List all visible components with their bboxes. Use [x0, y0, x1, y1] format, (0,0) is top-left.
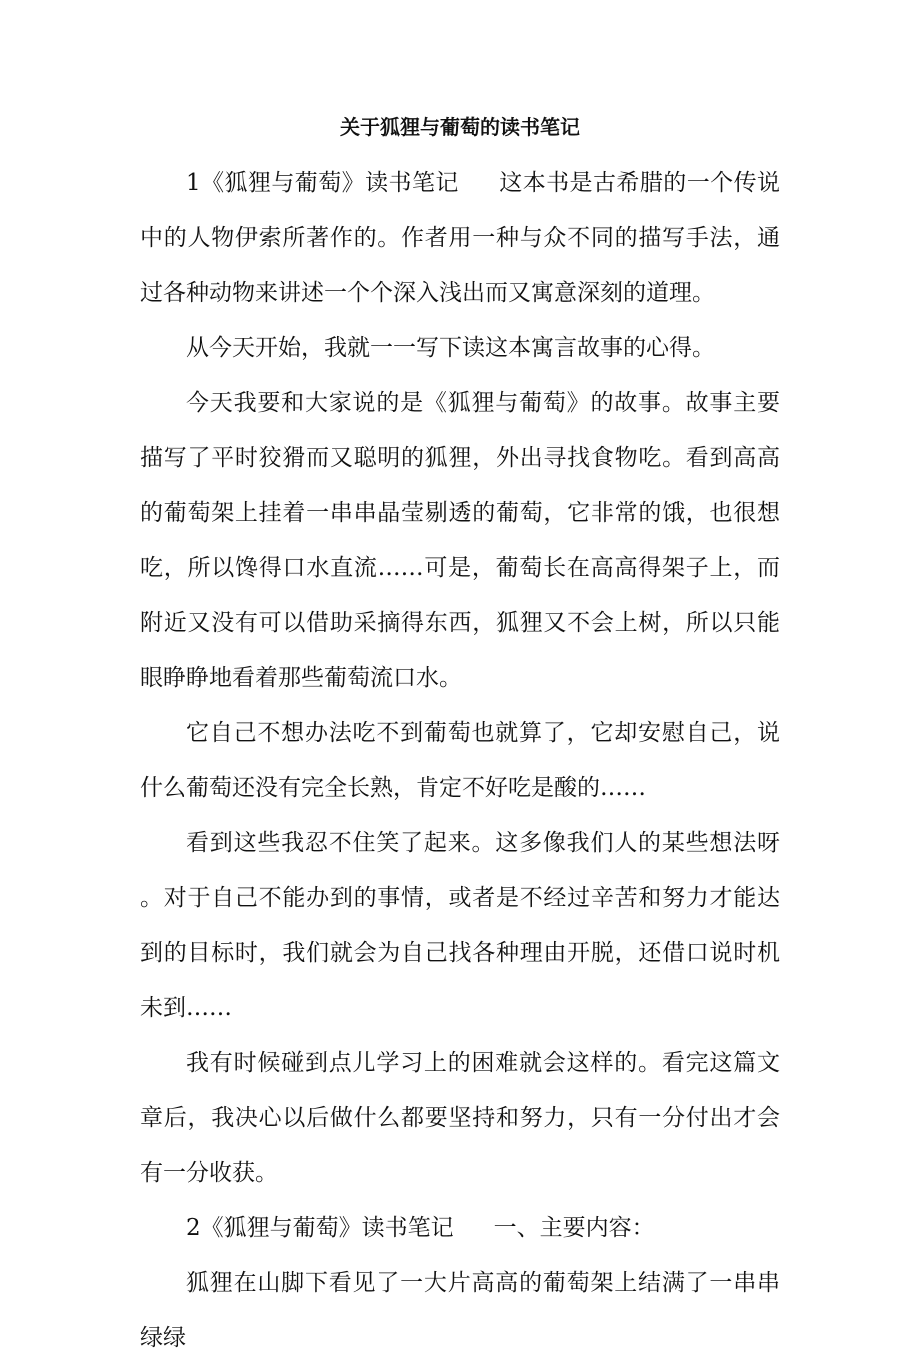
paragraph-text: 一、主要内容： — [493, 1215, 655, 1241]
paragraph — [140, 156, 780, 321]
section-heading: 2《狐狸与葡萄》读书笔记 — [186, 1215, 454, 1241]
document-title: 关于狐狸与葡萄的读书笔记 — [340, 115, 580, 139]
paragraph — [140, 816, 780, 1036]
paragraph-text: 看到这些我忍不住笑了起来。这多像我们人的某些想法呀。对于自己不能办到的事情，或者是不经过辛苦和努力才能达到的目标时，我们就会为自己找各种理由开脱，还借口说时机未到…… — [140, 830, 780, 1021]
paragraph — [140, 1201, 780, 1256]
paragraph — [140, 376, 780, 706]
section-heading: 1《狐狸与葡萄》读书笔记 — [186, 170, 459, 196]
paragraph-text: 狐狸在山脚下看见了一大片高高的葡萄架上结满了一串串绿绿 — [140, 1270, 780, 1351]
paragraph-text: 今天我要和大家说的是《狐狸与葡萄》的故事。故事主要描写了平时狡猾而又聪明的狐狸，外出寻找食物吃。看到高高的葡萄架上挂着一串串晶莹剔透的葡萄，它非常的饿，也很想吃，所以馋得口水直流……可是，葡萄长在高高得架子上，而附近又没有可以借助采摘得东西，狐狸又不会上树，所以只能眼睁睁地看着那些葡萄流口水。 — [140, 390, 780, 691]
paragraph-text: 我有时候碰到点儿学习上的困难就会这样的。看完这篇文章后，我决心以后做什么都要坚持和努力，只有一分付出才会有一分收获。 — [140, 1050, 780, 1186]
paragraph — [140, 1036, 780, 1201]
document-body — [140, 156, 780, 1366]
paragraph — [140, 1256, 780, 1366]
paragraph-text: 从今天开始，我就一一写下读这本寓言故事的心得。 — [186, 335, 715, 361]
paragraph-text: 它自己不想办法吃不到葡萄也就算了，它却安慰自己，说什么葡萄还没有完全长熟，肯定不好吃是酸的…… — [140, 720, 780, 801]
paragraph-text: 这本书是古希腊的一个传说中的人物伊索所著作的。作者用一种与众不同的描写手法，通过各种动物来讲述一个个深入浅出而又寓意深刻的道理。 — [140, 170, 781, 306]
paragraph — [140, 321, 780, 376]
paragraph — [140, 706, 780, 816]
